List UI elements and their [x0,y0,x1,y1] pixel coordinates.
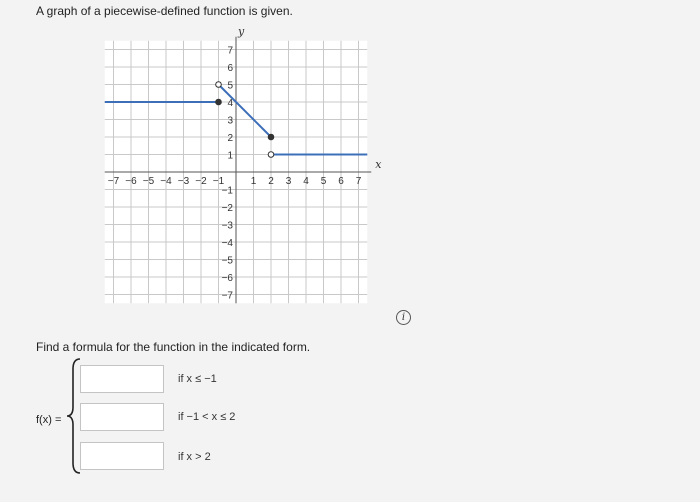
y-tick-label: −7 [221,290,233,302]
x-tick-label: −1 [212,176,225,187]
y-tick-label: 2 [227,133,233,144]
question-text: A graph of a piecewise-defined function is given. [36,4,293,18]
y-tick-label: −6 [221,273,233,284]
x-tick-label: 5 [320,176,327,187]
y-tick-label: −4 [221,238,233,249]
piece-3-input[interactable] [80,442,164,470]
open-endpoint [268,152,274,158]
x-tick-label: −7 [107,176,120,187]
x-axis-label: x [375,158,382,171]
piece-2-condition: if −1 < x ≤ 2 [178,411,236,423]
x-tick-label: −6 [125,176,137,187]
piece-1-condition: if x ≤ −1 [178,373,217,385]
x-tick-label: 1 [250,176,257,187]
y-axis-label: y [238,24,245,38]
y-tick-label: 3 [227,115,233,127]
piece-2-input[interactable] [80,403,164,431]
open-endpoint [216,82,222,88]
y-tick-label: 4 [227,98,233,109]
y-tick-label: −1 [221,185,233,197]
info-icon[interactable]: i [396,310,411,325]
y-tick-label: 5 [227,80,233,92]
closed-endpoint [268,134,274,140]
y-tick-label: 7 [227,45,233,57]
y-tick-label: −2 [221,203,233,214]
x-tick-label: −4 [160,176,172,187]
x-tick-label: −5 [142,176,155,187]
x-tick-label: 3 [285,176,292,187]
x-tick-label: −2 [195,176,207,187]
piece-1-input[interactable] [80,365,164,393]
x-tick-label: −3 [177,176,190,187]
piecewise-graph [90,24,390,326]
closed-endpoint [216,99,222,105]
function-label: f(x) = [36,414,62,426]
piece-3-condition: if x > 2 [178,451,211,463]
y-tick-label: 1 [227,150,233,162]
y-tick-label: −5 [221,255,233,267]
x-tick-label: 4 [303,176,309,187]
x-tick-label: 6 [338,176,344,187]
prompt-text: Find a formula for the function in the indicated form. [36,340,311,354]
y-tick-label: 6 [227,63,233,74]
x-tick-label: 7 [355,176,362,187]
x-tick-label: 2 [268,176,274,187]
y-tick-label: −3 [221,220,233,232]
